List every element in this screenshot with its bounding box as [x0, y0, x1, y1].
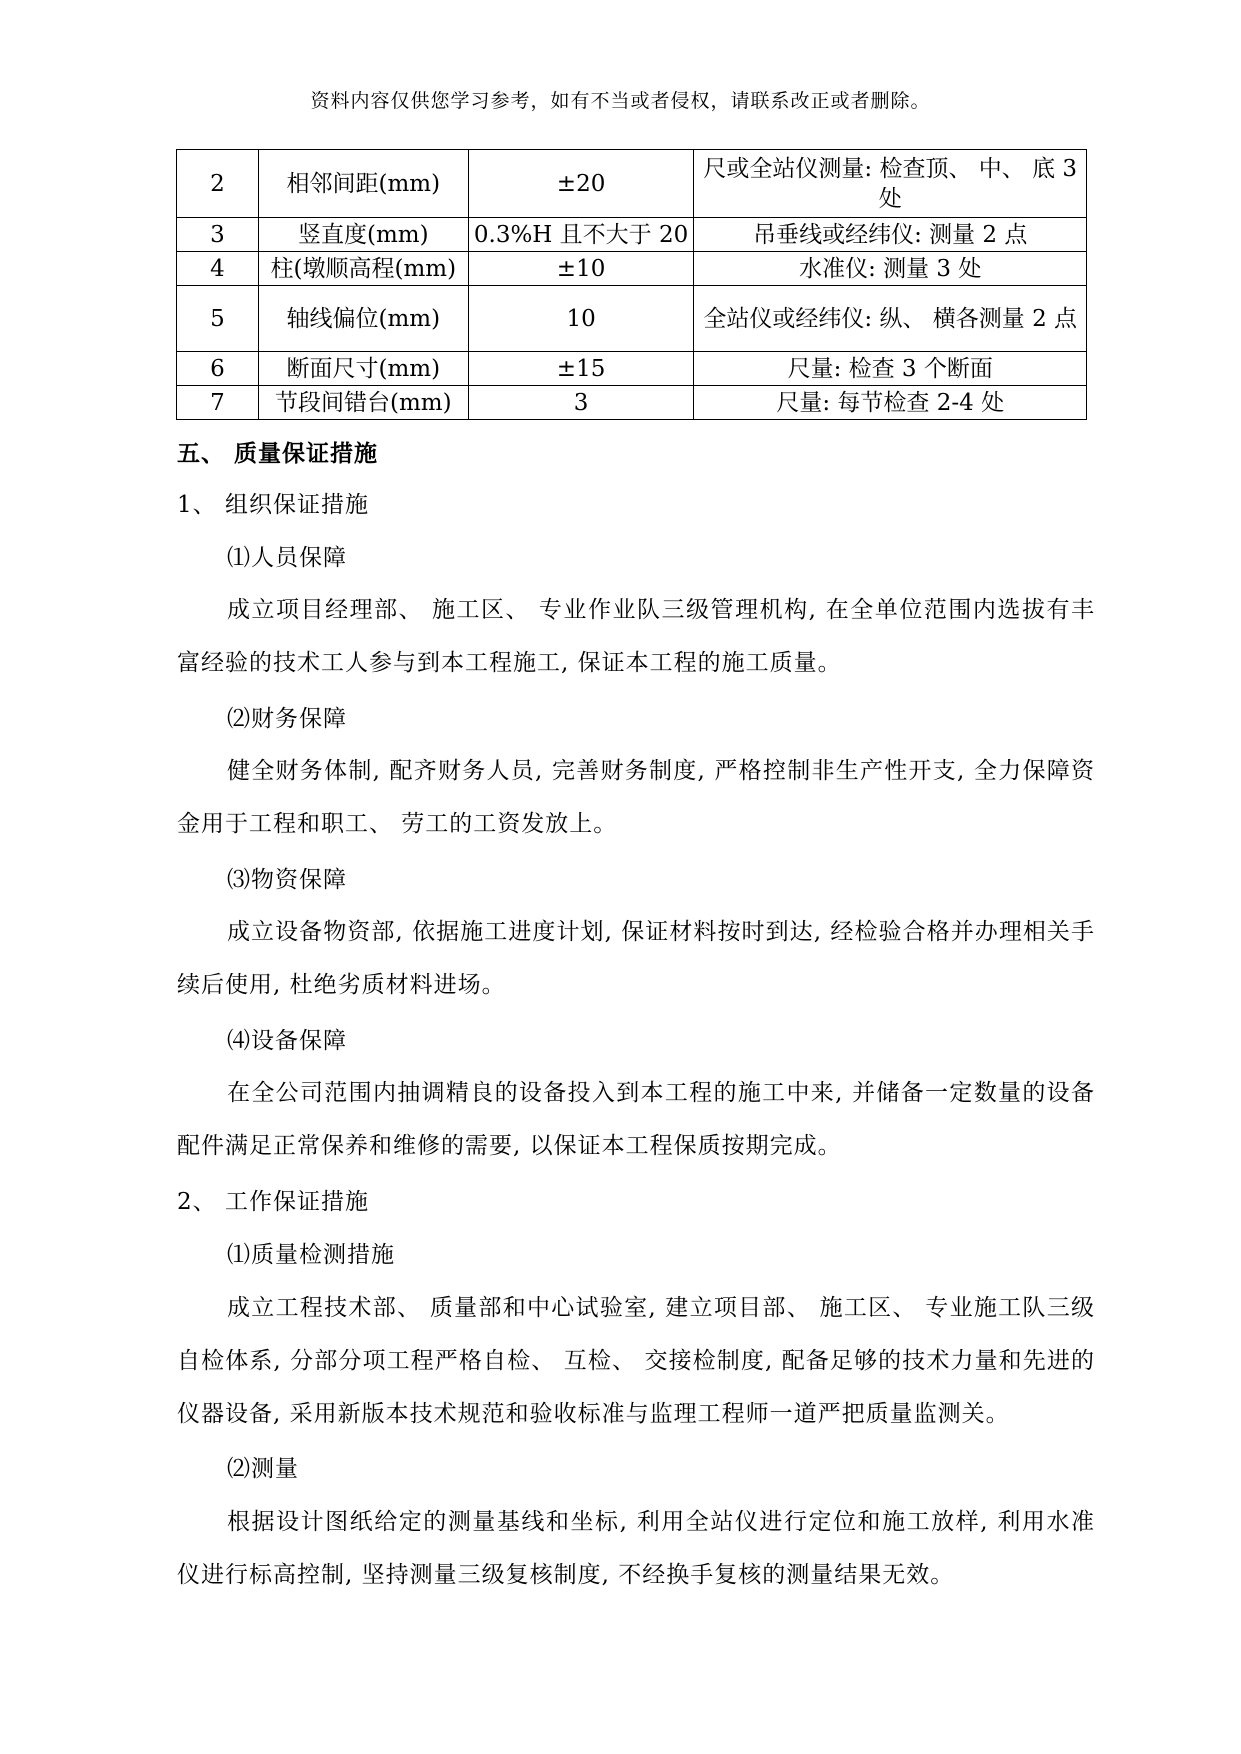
paragraph: 成立项目经理部、 施工区、 专业作业队三级管理机构, 在全单位范围内选拔有丰富经验的技术工人参与到本工程施工, 保证本工程的施工质量。	[177, 597, 1095, 676]
check-item: 轴线偏位(mm)	[258, 286, 468, 352]
item-heading: ⑴质量检测措施	[227, 1242, 395, 1268]
table-row	[177, 386, 1087, 420]
check-item: 节段间错台(mm)	[258, 386, 468, 420]
inspection-table	[176, 149, 1087, 420]
check-method: 水准仪: 测量 3 处	[694, 252, 1087, 286]
check-method: 尺或全站仪测量: 检查顶、 中、 底 3 处	[694, 150, 1087, 218]
section-heading: 五、 质量保证措施	[177, 440, 379, 467]
row-number: 3	[177, 218, 259, 252]
row-number: 7	[177, 386, 259, 420]
item-heading: ⑵财务保障	[227, 706, 347, 732]
row-number: 2	[177, 150, 259, 218]
table-row	[177, 286, 1087, 352]
item-heading: ⑴人员保障	[227, 545, 347, 571]
check-item: 断面尺寸(mm)	[258, 352, 468, 386]
row-number: 5	[177, 286, 259, 352]
tolerance: ±20	[468, 150, 694, 218]
check-item: 竖直度(mm)	[258, 218, 468, 252]
check-item: 柱(墩顺高程(mm)	[258, 252, 468, 286]
item-heading: ⑶物资保障	[227, 867, 347, 893]
check-method: 尺量: 检查 3 个断面	[694, 352, 1087, 386]
subsection-heading: 2、 工作保证措施	[177, 1189, 369, 1215]
tolerance: 10	[468, 286, 694, 352]
paragraph: 成立设备物资部, 依据施工进度计划, 保证材料按时到达, 经检验合格并办理相关手续后使用, 杜绝劣质材料进场。	[177, 919, 1095, 998]
row-number: 4	[177, 252, 259, 286]
item-heading: ⑷设备保障	[227, 1028, 347, 1054]
tolerance: ±10	[468, 252, 694, 286]
tolerance: 3	[468, 386, 694, 420]
table-row	[177, 352, 1087, 386]
table-row	[177, 218, 1087, 252]
paragraph: 成立工程技术部、 质量部和中心试验室, 建立项目部、 施工区、 专业施工队三级自检体系, 分部分项工程严格自检、 互检、 交接检制度, 配备足够的技术力量和先进的仪器设备, 采用新版本技术规范和验收标准与监理工程师一道严把质量监测关。	[177, 1295, 1095, 1427]
tolerance: 0.3%H 且不大于 20	[468, 218, 694, 252]
check-method: 尺量: 每节检查 2-4 处	[694, 386, 1087, 420]
check-method: 吊垂线或经纬仪: 测量 2 点	[694, 218, 1087, 252]
paragraph: 在全公司范围内抽调精良的设备投入到本工程的施工中来, 并储备一定数量的设备配件满足正常保养和维修的需要, 以保证本工程保质按期完成。	[177, 1080, 1095, 1159]
tolerance: ±15	[468, 352, 694, 386]
paragraph: 根据设计图纸给定的测量基线和坐标, 利用全站仪进行定位和施工放样, 利用水准仪进行标高控制, 坚持测量三级复核制度, 不经换手复核的测量结果无效。	[177, 1509, 1095, 1588]
page-header-notice: 资料内容仅供您学习参考，如有不当或者侵权，请联系改正或者删除。	[310, 90, 931, 112]
subsection-heading: 1、 组织保证措施	[177, 492, 369, 518]
table-row	[177, 252, 1087, 286]
check-method: 全站仪或经纬仪: 纵、 横各测量 2 点	[694, 286, 1087, 352]
row-number: 6	[177, 352, 259, 386]
item-heading: ⑵测量	[227, 1456, 299, 1482]
table-row	[177, 150, 1087, 218]
paragraph: 健全财务体制, 配齐财务人员, 完善财务制度, 严格控制非生产性开支, 全力保障资金用于工程和职工、 劳工的工资发放上。	[177, 758, 1095, 837]
check-item: 相邻间距(mm)	[258, 150, 468, 218]
